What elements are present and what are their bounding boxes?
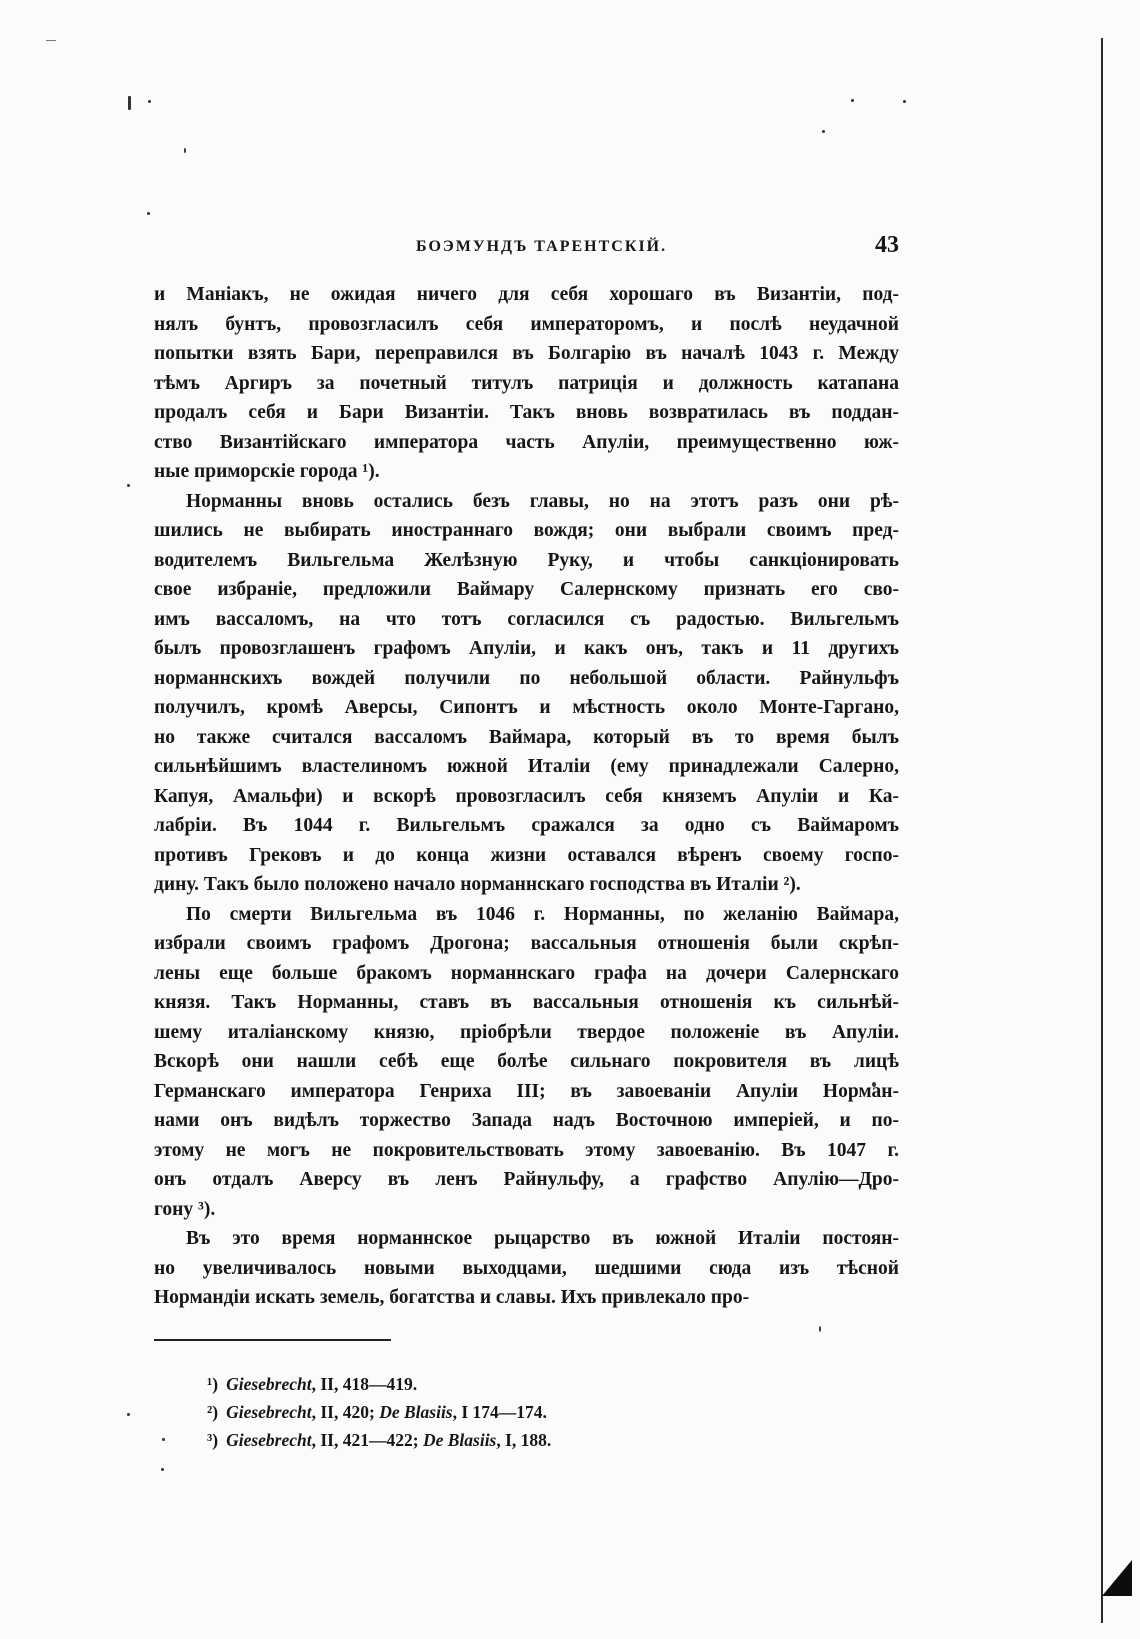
running-head (154, 234, 899, 264)
text-line: нами онъ видѣлъ торжество Запада надъ Восточною имперіей, и по- (154, 1110, 899, 1131)
text-line: ные приморскіе города ¹). (154, 461, 380, 482)
text-line: водителемъ Вильгельма Желѣзную Руку, и чтобы санкціонировать (154, 549, 899, 571)
paragraph (154, 1224, 899, 1313)
scan-speck (148, 100, 151, 103)
footnote-reference: , II, 421—422; (311, 1430, 423, 1450)
paragraph (154, 280, 899, 487)
text-line: норманнскихъ вождей получили по небольшой области. Райнульфъ (154, 667, 899, 689)
text-line: но увеличивалось новыми выходцами, шедшими сюда изъ тѣсной (154, 1257, 899, 1279)
paragraph (154, 900, 899, 1225)
text-line: и Маніакъ, не ожидая ничего для себя хорошаго въ Византіи, под- (154, 284, 899, 305)
text-line: избрали своимъ графомъ Дрогона; вассальныя отношенія были скрѣп- (154, 933, 899, 954)
text-line: шились не выбирать иностраннаго вождя; они выбрали своимъ пред- (154, 520, 899, 541)
text-line: Капуя, Амальфи) и вскорѣ провозгласилъ себя княземъ Апуліи и Ка- (154, 785, 899, 807)
text-line: лены еще больше бракомъ норманнскаго графа на дочери Салернскаго (154, 962, 899, 984)
scan-speck (822, 130, 825, 133)
text-line: но также считался вассаломъ Ваймара, который въ то время былъ (154, 726, 899, 748)
text-line: Въ это время норманнское рыцарство въ южной Италіи постоян- (186, 1228, 899, 1249)
footnote-author: Giesebrecht (226, 1374, 312, 1394)
footnote-author: De Blasiis (422, 1430, 497, 1450)
text-line: тѣмъ Аргиръ за почетный титулъ патриція и должность катапана (154, 372, 899, 394)
footnote-author: Giesebrecht (226, 1402, 312, 1422)
text-line: былъ провозглашенъ графомъ Апуліи, и какъ онъ, такъ и 11 другихъ (154, 638, 899, 659)
scan-speck (162, 1438, 165, 1441)
footnote-mark: ¹) (207, 1374, 219, 1394)
footnote-author: De Blasiis (379, 1402, 453, 1422)
text-line: попытки взять Бари, переправился въ Болгарію въ началѣ 1043 г. Между (154, 343, 899, 364)
scan-speck (184, 148, 186, 153)
footnote-reference: , I 174—174. (452, 1402, 547, 1422)
text-line: Норманны вновь остались безъ главы, но на этотъ разъ они рѣ- (186, 490, 899, 512)
scan-speck (851, 99, 854, 102)
text-line: По смерти Вильгельма въ 1046 г. Норманны, по желанію Ваймара, (186, 903, 899, 925)
text-line: гону ³). (154, 1198, 216, 1220)
running-title: БОЭМУНДЪ ТАРЕНТСКІЙ. (416, 238, 668, 255)
footnote-author: Giesebrecht (226, 1430, 312, 1450)
page-edge-rule (1101, 38, 1103, 1623)
footnotes (207, 1370, 551, 1454)
scan-speck (127, 484, 130, 487)
text-line: Нормандіи искать земель, богатства и славы. Ихъ привлекало про- (154, 1287, 750, 1308)
scan-mark (46, 40, 56, 41)
text-line: онъ отдалъ Аверсу въ ленъ Райнульфу, а графство Апулію—Дро- (154, 1169, 899, 1190)
text-line: Германскаго императора Генриха III; въ завоеваніи Апуліи Норман- (154, 1080, 899, 1102)
text-line: свое избраніе, предложили Ваймару Салернскому признать его сво- (154, 579, 899, 600)
text-line: получилъ, кромѣ Аверсы, Сипонтъ и мѣстность около Монте-Гаргано, (154, 697, 899, 718)
scan-speck (128, 96, 131, 110)
footnote (207, 1398, 551, 1426)
page-number: 43 (875, 232, 899, 258)
footnote-mark: ³) (207, 1430, 219, 1450)
scan-speck (161, 1468, 164, 1471)
text-line: дину. Такъ было положено начало норманнскаго господства въ Италіи ²). (154, 874, 801, 895)
text-line: шему италіанскому князю, пріобрѣли твердое положеніе въ Апуліи. (154, 1021, 899, 1043)
text-line: князя. Такъ Норманны, ставъ въ вассальныя отношенія къ сильнѣй- (154, 992, 899, 1013)
footnote-reference: , II, 420; (311, 1402, 380, 1422)
footnote (207, 1370, 551, 1398)
footnote-reference: , I, 188. (496, 1430, 552, 1450)
text-line: противъ Грековъ и до конца жизни оставался вѣренъ своему госпо- (154, 844, 899, 866)
footnote-reference: , II, 418—419. (311, 1374, 418, 1394)
text-line: имъ вассаломъ, на что тотъ согласился съ радостью. Вильгельмъ (154, 608, 899, 630)
footnote-mark: ²) (207, 1402, 219, 1422)
text-line: ство Византійскаго императора часть Апуліи, преимущественно юж- (154, 431, 899, 453)
text-line: сильнѣйшимъ властелиномъ южной Италіи (ему принадлежали Салерно, (154, 756, 899, 777)
text-line: Вскорѣ они нашли себѣ еще болѣе сильнаго покровителя въ лицѣ (154, 1051, 899, 1072)
text-line: этому не могъ не покровительствовать этому завоеванію. Въ 1047 г. (154, 1139, 899, 1161)
text-line: лабріи. Въ 1044 г. Вильгельмъ сражался за одно съ Ваймаромъ (154, 815, 899, 836)
footnote-separator (154, 1339, 391, 1341)
paragraph (154, 487, 899, 900)
corner-scan-mark (1102, 1560, 1132, 1596)
scan-speck (147, 212, 150, 215)
scan-speck (819, 1326, 821, 1332)
body-text (154, 280, 899, 1313)
scan-speck (127, 1413, 130, 1416)
footnote (207, 1426, 551, 1454)
text-line: нялъ бунтъ, провозгласилъ себя императоромъ, и послѣ неудачной (154, 313, 899, 335)
scan-speck (903, 100, 906, 103)
text-line: продалъ себя и Бари Византіи. Такъ вновь возвратилась въ поддан- (154, 402, 899, 423)
